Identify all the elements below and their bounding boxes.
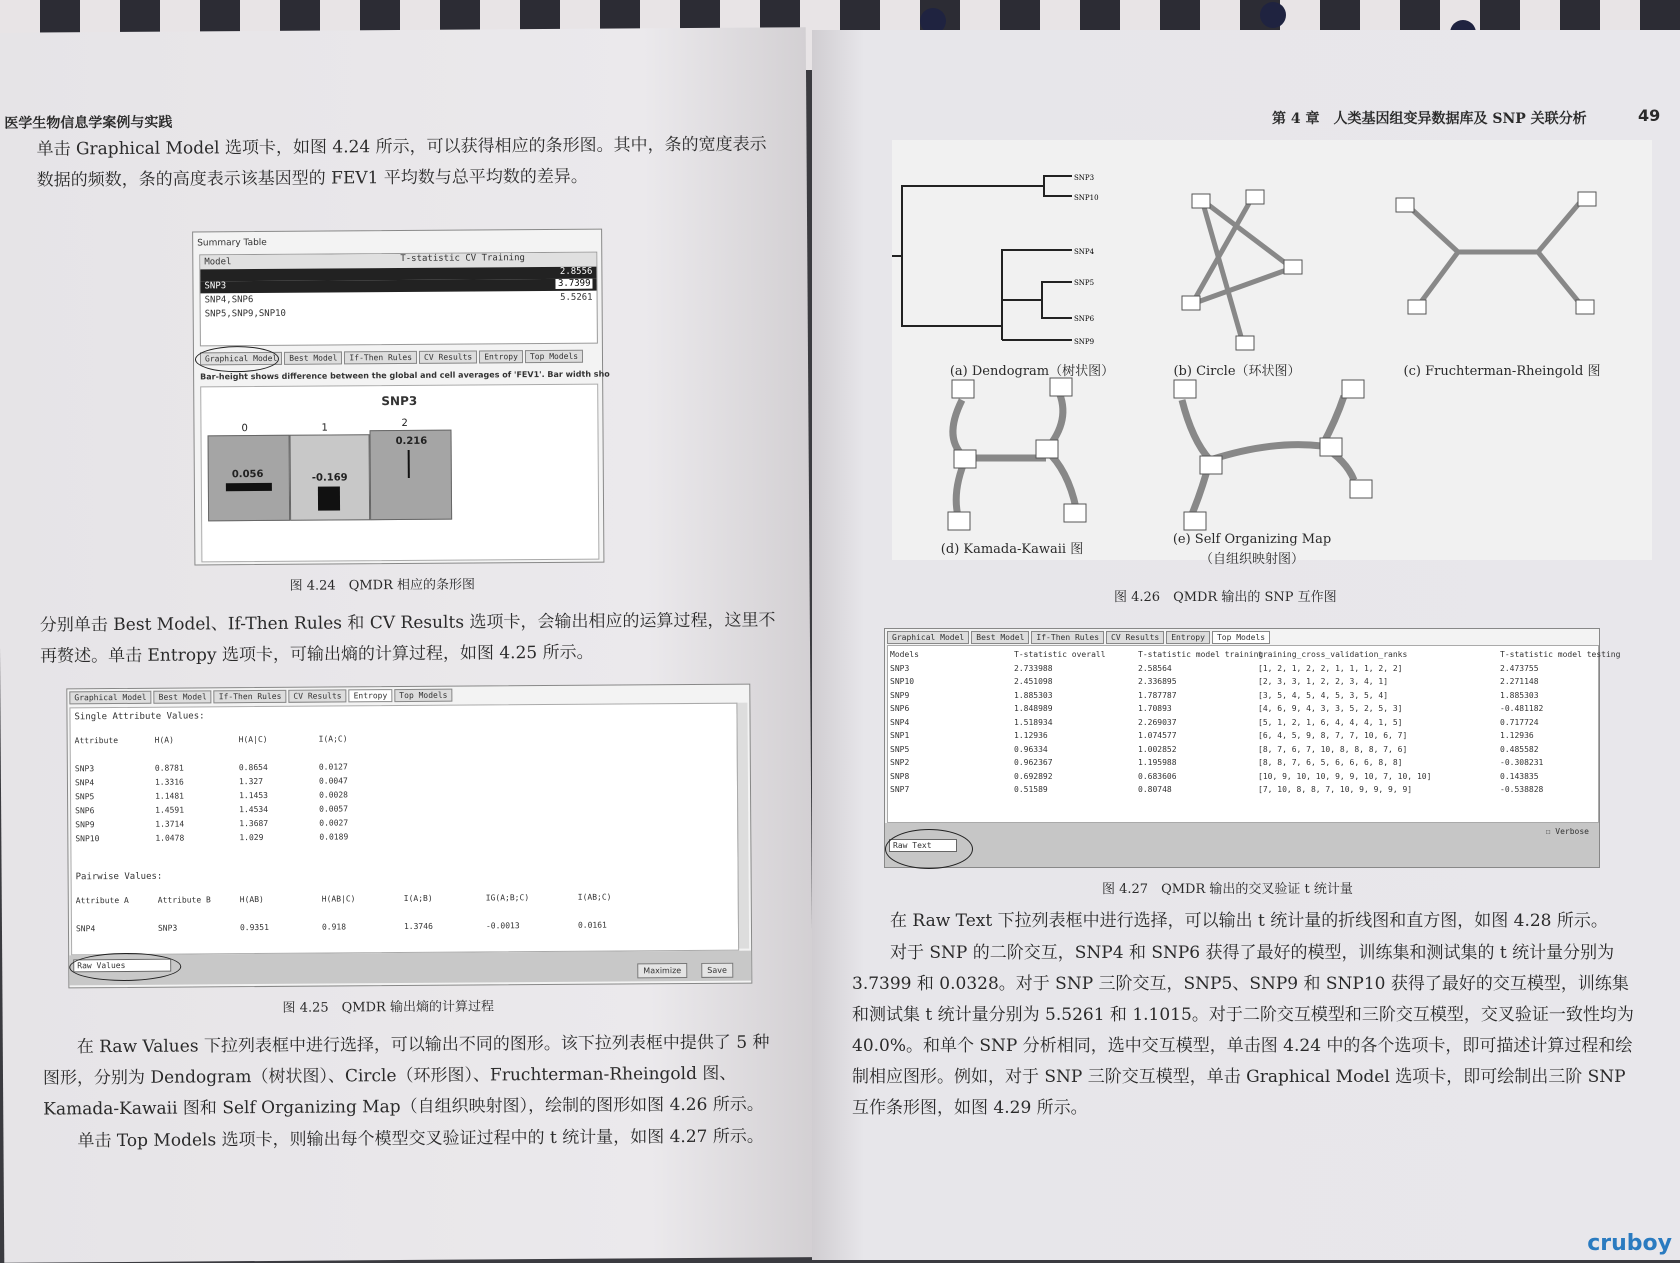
cell: 1.787787 (1138, 690, 1177, 700)
cell: 2.336895 (1138, 677, 1177, 686)
cell: 1.074577 (1138, 731, 1177, 740)
cell: SNP10 (890, 677, 915, 686)
head-cell: I(A;C) (318, 734, 348, 744)
tab-if-then-rules[interactable]: If-Then Rules (1031, 631, 1104, 644)
raw-text-select[interactable]: Raw Text (889, 839, 957, 852)
cell: [4, 6, 9, 4, 3, 3, 5, 2, 5, 3] (1258, 704, 1403, 713)
table-row[interactable] (200, 279, 596, 294)
bar-value-label: 0.056 (231, 468, 264, 481)
cell: 0.8781 (154, 763, 184, 773)
save-button[interactable]: Save (701, 963, 733, 978)
watermark: cruboy (1587, 1231, 1672, 1256)
head-cell: T-statistic model training (1138, 650, 1264, 659)
cell: SNP4 (890, 717, 910, 727)
tab-entropy[interactable]: Entropy (349, 689, 393, 702)
cell: 0.51589 (1014, 785, 1048, 794)
cell: SNP8 (890, 771, 910, 781)
cell: 0.683606 (1138, 771, 1177, 781)
caption-4-27: 图 4.27 QMDR 输出的交叉验证 t 统计量 (1102, 882, 1353, 897)
cell: 0.96334 (1014, 744, 1048, 754)
row-model: SNP5,SNP9,SNP10 (204, 308, 287, 320)
table-row[interactable] (201, 307, 597, 322)
tab-graphical-model[interactable]: Graphical Model (69, 691, 151, 705)
tab-cv-results[interactable]: CV Results (419, 350, 477, 363)
snp-title: SNP3 (381, 393, 418, 409)
head-cell: I(A;B) (403, 893, 433, 904)
cell: 1.4534 (239, 804, 269, 815)
cell: 0.8654 (238, 762, 268, 773)
tab-best-model[interactable]: Best Model (971, 631, 1029, 644)
dendro-label: SNP6 (1074, 315, 1095, 323)
bottom-bar (885, 823, 1599, 867)
tab-if-then-rules[interactable]: If-Then Rules (214, 690, 287, 704)
cell: 1.327 (238, 776, 264, 787)
cell: 2.269037 (1138, 717, 1177, 727)
cell: 1.029 (239, 832, 264, 843)
cell: 0.0057 (319, 804, 349, 814)
tab-cv-results[interactable]: CV Results (288, 689, 346, 702)
cell: [8, 7, 6, 7, 10, 8, 8, 8, 7, 6] (1258, 744, 1408, 754)
cell: 0.692892 (1014, 771, 1053, 781)
cell: SNP10 (75, 834, 100, 844)
cell: 2.473755 (1500, 663, 1539, 673)
cell: 1.3714 (155, 819, 185, 829)
row-model: SNP4,SNP6 (204, 295, 254, 306)
cell: -0.538828 (1500, 785, 1544, 794)
circle-graph (1192, 198, 1292, 340)
cell: 1.4591 (155, 805, 185, 815)
highlight-circle (195, 346, 279, 373)
cell: SNP9 (75, 820, 95, 830)
bar-1 (318, 486, 340, 510)
figure-4-26 (892, 140, 1652, 567)
raw-values-select[interactable]: Raw Values (73, 959, 171, 973)
head-cell: IG(A;B;C) (485, 893, 530, 903)
column-label: 1 (321, 422, 328, 434)
subcaption-a: (a) Dendogram（树状图） (949, 364, 1115, 379)
bar-2 (408, 450, 410, 478)
column-label: 0 (241, 423, 248, 435)
page-number: 49 (1638, 106, 1661, 125)
cell: 1.3316 (154, 777, 184, 787)
cell: SNP7 (890, 785, 910, 794)
right-paragraph-2: 对于 SNP 的二阶交互，SNP4 和 SNP6 获得了最好的模型，训练集和测试集的 t 统计量分别为 3.7399 和 0.0328。对于 SNP 三阶交互，SNP5、SNP9 和 SNP10 获得了最好的交互模型，训练集和测试集 t 统计量分别为 5.5261 和 1.1015。对于二阶交互模型和三阶交互模型，交叉验证一致性均为 40.0%。和单个 SNP 分析相同，选中交互模型，单击图 4.24 中的各个选项卡，即可描述计算过程和绘制相应图形。例如，对于 SNP 三阶交互模型，单击 Graphical Model 选项卡，即可绘制出三阶 SNP 互作条形图，如图 4.29 所示。 (852, 943, 1634, 1118)
cell: -0.308231 (1500, 758, 1544, 767)
cell: 2.58564 (1138, 663, 1172, 673)
tab-cv-results[interactable]: CV Results (1106, 631, 1164, 644)
head-cell: I(AB;C) (577, 892, 612, 902)
tab-entropy[interactable]: Entropy (1166, 631, 1210, 644)
dendro-label: SNP4 (1074, 248, 1095, 256)
highlight-circle (885, 829, 973, 869)
cell: 2.733988 (1014, 663, 1053, 673)
vertical-scrollbar[interactable] (736, 703, 749, 949)
subcaption-d: (d) Kamada-Kawaii 图 (940, 542, 1084, 557)
cell: 1.0478 (155, 833, 185, 843)
cell: 1.3746 (403, 921, 433, 932)
summary-table-title: Summary Table (197, 237, 267, 249)
cell: 0.143835 (1500, 771, 1539, 781)
row-value: 3.7399 (557, 278, 591, 289)
left-running-header: 医学生物信息学案例与实践 (4, 114, 173, 132)
subcaption-b: (b) Circle（环状图） (1173, 364, 1301, 379)
cell: [3, 5, 4, 5, 4, 5, 3, 5, 4] (1258, 690, 1389, 700)
head-cell: T-statistic overall (1014, 650, 1106, 659)
right-paragraph-1: 在 Raw Text 下拉列表框中进行选择，可以输出 t 统计量的折线图和直方图，如图 4.28 所示。 (890, 911, 1608, 931)
tab-bar (69, 689, 452, 705)
cell: SNP6 (75, 806, 95, 816)
cell: [10, 9, 10, 10, 9, 9, 10, 7, 10, 10] (1258, 771, 1432, 781)
verbose-checkbox[interactable]: ☐ Verbose (1545, 827, 1589, 836)
tab-if-then-rules[interactable]: If-Then Rules (344, 351, 417, 365)
subcaption-e-1: (e) Self Organizing Map (1172, 532, 1332, 547)
cell: 0.0161 (577, 920, 607, 930)
dendro-label: SNP3 (1074, 174, 1095, 182)
cell: SNP3 (74, 764, 95, 774)
head-cell: T-statistic model testing (1500, 650, 1621, 659)
bar-note: Bar-height shows difference between the global and cell averages of 'FEV1'. Bar width sho (200, 369, 610, 382)
tab-graphical-model[interactable]: Graphical Model (200, 352, 282, 366)
row-value: 5.5261 (560, 292, 593, 303)
dendro-label: SNP5 (1074, 279, 1095, 287)
cell: SNP2 (890, 758, 910, 767)
head-cell: H(A|C) (238, 734, 268, 745)
dendrogram (892, 176, 1072, 340)
snp-interaction-graphs (892, 140, 1652, 560)
cell: 1.3687 (239, 818, 269, 829)
cell: 1.002852 (1138, 744, 1177, 754)
bar-value-label: 0.216 (395, 435, 428, 448)
pairwise-values-title: Pairwise Values: (75, 871, 163, 883)
cell: SNP3 (157, 923, 178, 933)
tab-entropy[interactable]: Entropy (479, 350, 523, 363)
cell: 0.0127 (318, 762, 348, 772)
cell: SNP3 (890, 663, 910, 673)
right-running-header: 第 4 章 人类基因组变异数据库及 SNP 关联分析 (1272, 111, 1587, 127)
fr-graph (1406, 200, 1582, 306)
cell: 0.0027 (319, 818, 349, 828)
cell: [6, 4, 5, 9, 8, 7, 7, 10, 6, 7] (1258, 731, 1408, 740)
cell: SNP9 (890, 690, 910, 700)
cell: 1.1481 (155, 791, 184, 801)
column-label: 2 (401, 417, 408, 430)
cell: SNP4 (74, 778, 95, 788)
figure-4-25-screenshot (66, 684, 752, 989)
cell: SNP4 (75, 924, 96, 934)
top-models-table (890, 648, 1621, 797)
bar-value-label: -0.169 (311, 472, 348, 484)
maximize-button[interactable]: Maximize (637, 963, 687, 978)
head-cell: Models (890, 650, 919, 659)
row-value: 2.8556 (559, 266, 593, 277)
fabric-dot (1260, 2, 1286, 28)
caption-4-24: 图 4.24 QMDR 相应的条形图 (289, 577, 476, 594)
col-model-header: Model (204, 257, 232, 268)
cell: SNP6 (890, 704, 910, 713)
cell: 1.885303 (1500, 690, 1539, 700)
cell: 0.962367 (1014, 758, 1053, 767)
right-book-page (812, 30, 1680, 1260)
single-values-title: Single Attribute Values: (74, 711, 205, 723)
bar-chart-panel (200, 384, 599, 563)
head-cell: Attribute B (157, 895, 211, 905)
pairwise-values-table (76, 890, 658, 936)
cell: 1.848989 (1014, 704, 1053, 713)
cell: 2.451098 (1014, 677, 1053, 686)
table-row[interactable] (201, 293, 597, 308)
tab-bar (887, 631, 1270, 644)
cell: 2.271148 (1500, 677, 1539, 686)
subcaption-c: (c) Fruchterman-Rheingold 图 (1403, 364, 1601, 379)
cell: 1.1453 (239, 790, 268, 801)
cell: 1.518934 (1014, 717, 1053, 727)
tab-top-models[interactable]: Top Models (1212, 631, 1270, 644)
cell: [5, 1, 2, 1, 6, 4, 4, 4, 1, 5] (1258, 717, 1403, 727)
cell: 0.918 (321, 922, 347, 932)
cell: 0.485582 (1500, 744, 1539, 754)
cell: 1.885303 (1014, 690, 1053, 700)
kk-som-nodes (948, 378, 1372, 530)
cell: 0.0189 (319, 832, 349, 842)
head-cell: H(AB|C) (321, 894, 356, 904)
summary-table (199, 252, 598, 347)
caption-4-26: 图 4.26 QMDR 输出的 SNP 互作图 (1114, 590, 1337, 605)
caption-4-25: 图 4.25 QMDR 输出熵的计算过程 (282, 999, 494, 1016)
top-models-output (887, 645, 1621, 823)
tab-best-model[interactable]: Best Model (154, 690, 212, 703)
head-cell: H(A) (154, 735, 174, 745)
cell: [2, 3, 3, 1, 2, 2, 3, 4, 1] (1258, 677, 1389, 686)
cell: [8, 8, 7, 6, 5, 6, 6, 6, 8, 8] (1258, 758, 1403, 767)
cell: 0.0028 (319, 790, 348, 800)
cell: 1.12936 (1500, 731, 1534, 740)
cell: SNP5 (890, 744, 910, 754)
left-book-page (0, 27, 814, 1263)
cell: 0.80748 (1138, 785, 1172, 794)
left-paragraph-1: 单击 Graphical Model 选项卡，如图 4.24 所示，可以获得相应的条形图。其中，条的宽度表示数据的频数，条的高度表示该基因型的 FEV1 平均数与总平均数的差异。 (36, 134, 767, 191)
cell: 0.0047 (318, 776, 348, 786)
left-paragraph-2: 分别单击 Best Model、If-Then Rules 和 CV Results 选项卡，会输出相应的运算过程，这里不再赘述。单击 Entropy 选项卡，可输出熵的计算过程，如图 4.25 所示。 (39, 610, 776, 667)
bar-0 (226, 483, 272, 491)
tab-best-model[interactable]: Best Model (284, 351, 342, 364)
cell: 0.717724 (1500, 717, 1539, 727)
cell: SNP5 (75, 792, 95, 802)
row-model: SNP3 (204, 281, 227, 292)
left-paragraph-4: 单击 Top Models 选项卡，则输出每个模型交叉验证过程中的 t 统计量，如图 4.27 所示。 (77, 1126, 764, 1152)
tab-top-models[interactable]: Top Models (525, 350, 583, 363)
head-cell: H(AB) (239, 894, 264, 905)
verbose-label: Verbose (1555, 827, 1589, 836)
left-paragraph-3: 在 Raw Values 下拉列表框中进行选择，可以输出不同的图形。该下拉列表框中提供了 5 种图形，分别为 Dendogram（树状图）、Circle（环形图）、Fruchterman-Rheingold 图、Kamada-Kawaii 图和 Self Organizing Map（自组织映射图），绘制的图形如图 4.26 所示。 (42, 1032, 770, 1120)
figure-4-27-screenshot (884, 628, 1621, 868)
cell: SNP1 (890, 731, 910, 740)
cell: -0.0013 (485, 921, 520, 931)
subcaption-e-2: （自组织映射图） (1199, 552, 1304, 567)
cell: 1.195988 (1138, 758, 1177, 767)
tab-graphical-model[interactable]: Graphical Model (887, 631, 969, 644)
cell: [1, 2, 1, 2, 2, 1, 1, 1, 2, 2] (1258, 663, 1403, 673)
dendro-label: SNP10 (1074, 194, 1099, 202)
col-t-header: T-statistic CV Training (400, 253, 525, 265)
cell: [7, 10, 8, 8, 7, 10, 9, 9, 9, 9] (1258, 785, 1413, 794)
figure-4-24-screenshot (192, 229, 610, 566)
head-cell: training_cross_validation_ranks (1258, 650, 1408, 659)
entropy-output (69, 703, 739, 956)
cell: 1.12936 (1014, 731, 1048, 740)
single-values-table (75, 732, 400, 846)
head-cell: Attribute (74, 736, 119, 746)
cell: -0.481182 (1500, 704, 1544, 713)
cell: 1.70893 (1138, 704, 1172, 713)
tab-top-models[interactable]: Top Models (394, 689, 452, 702)
head-cell: Attribute A (75, 895, 129, 906)
dendro-label: SNP9 (1074, 338, 1095, 346)
cell: 0.9351 (239, 922, 269, 933)
